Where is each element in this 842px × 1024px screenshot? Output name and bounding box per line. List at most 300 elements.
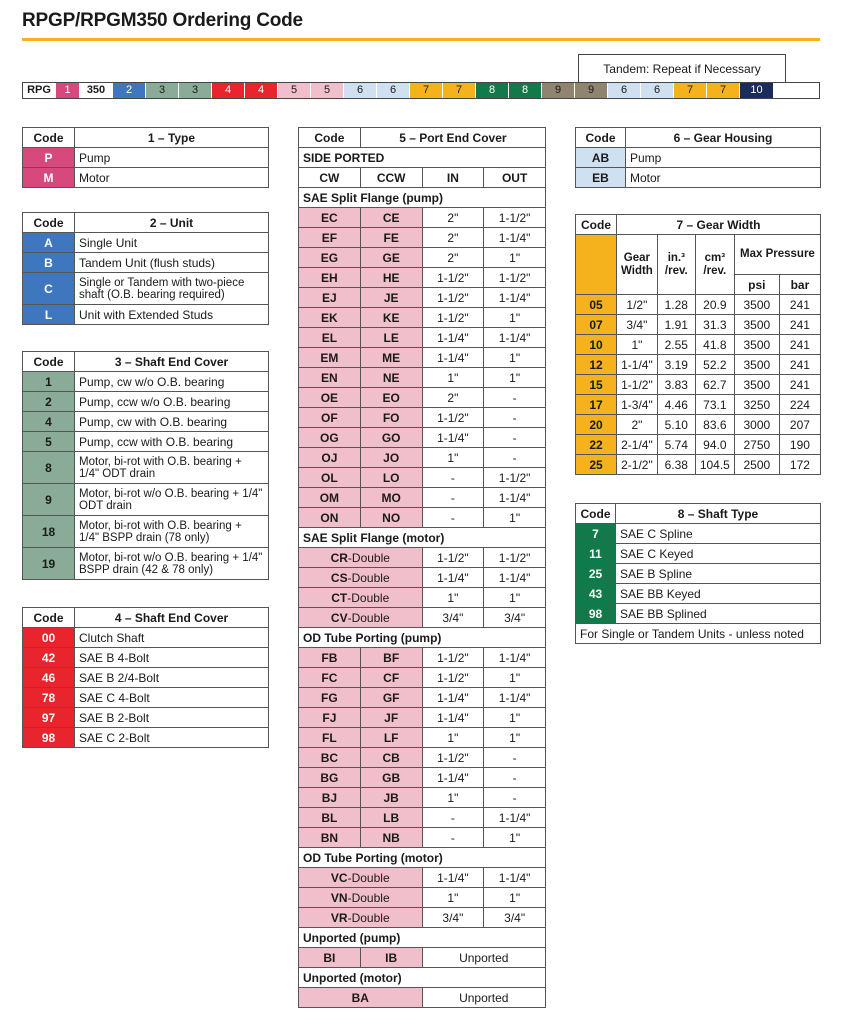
table-row xyxy=(299,508,546,528)
ccw-code-cell: ME xyxy=(360,348,422,368)
in-size-cell: - xyxy=(422,508,484,528)
cm3-cell: 20.9 xyxy=(695,295,734,315)
code-cell: 15 xyxy=(576,375,617,395)
bar-cell: 190 xyxy=(779,435,820,455)
gear-width-table xyxy=(575,214,821,475)
ccw-code-cell: CE xyxy=(360,208,422,228)
code-strip-segment: RPG xyxy=(23,83,56,98)
code-cell: 07 xyxy=(576,315,617,335)
table-row xyxy=(299,448,546,468)
out-size-cell: 1-1/2" xyxy=(484,268,546,288)
code-strip-segment: 7 xyxy=(443,83,476,98)
out-size-cell: 1" xyxy=(484,668,546,688)
gear-width-cell: 2" xyxy=(617,415,658,435)
table-row xyxy=(299,428,546,448)
ccw-code-cell: GO xyxy=(360,428,422,448)
desc-cell: Motor, bi-rot with O.B. bearing + 1/4" ODT drain xyxy=(75,452,269,484)
title-rule xyxy=(22,38,820,41)
code-cell: 46 xyxy=(23,668,75,688)
out-size-cell: 1" xyxy=(484,588,546,608)
gear-width-cell: 1" xyxy=(617,335,658,355)
in3-cell: 1.91 xyxy=(657,315,695,335)
ccw-code-cell: MO xyxy=(360,488,422,508)
code-cell: C xyxy=(23,273,75,305)
section-heading: Unported (motor) xyxy=(299,968,546,988)
table-row xyxy=(23,628,269,648)
in-size-cell: 1-1/2" xyxy=(422,668,484,688)
port-end-cover-table xyxy=(298,127,546,1008)
code-strip-segment: 6 xyxy=(377,83,410,98)
code-cell: 25 xyxy=(576,564,616,584)
out-size-cell: 1-1/4" xyxy=(484,568,546,588)
cw-code-cell: FJ xyxy=(299,708,361,728)
cw-code-cell: BC xyxy=(299,748,361,768)
cw-code-cell: BJ xyxy=(299,788,361,808)
desc-cell: Motor xyxy=(75,168,269,188)
col-header-out: OUT xyxy=(484,168,546,188)
gear-width-title: 7 – Gear Width xyxy=(617,215,821,235)
out-size-cell: 3/4" xyxy=(484,908,546,928)
cw-code-cell: EF xyxy=(299,228,361,248)
table-row xyxy=(299,548,546,568)
code-cell: 5 xyxy=(23,432,75,452)
psi-cell: 3500 xyxy=(734,295,779,315)
cw-code-cell: OM xyxy=(299,488,361,508)
double-code: CR xyxy=(330,550,348,565)
table-row xyxy=(299,588,546,608)
desc-cell: Motor, bi-rot w/o O.B. bearing + 1/4" ODT drain xyxy=(75,484,269,516)
ccw-code-cell: LE xyxy=(360,328,422,348)
tandem-note: Tandem: Repeat if Necessary xyxy=(578,54,786,82)
in-size-cell: 1" xyxy=(422,728,484,748)
code-cell: M xyxy=(23,168,75,188)
table-row xyxy=(23,253,269,273)
out-size-cell: - xyxy=(484,748,546,768)
in-size-cell: 1-1/4" xyxy=(422,428,484,448)
out-size-cell: 1" xyxy=(484,508,546,528)
table-row xyxy=(299,828,546,848)
table-row xyxy=(299,788,546,808)
table-row xyxy=(576,415,821,435)
code-strip-segment: 6 xyxy=(608,83,641,98)
desc-cell: Single or Tandem with two-piece shaft (O.B. bearing required) xyxy=(75,273,269,305)
desc-cell: SAE BB Splined xyxy=(616,604,821,624)
code-strip-segment: 3 xyxy=(179,83,212,98)
code-cell: 00 xyxy=(23,628,75,648)
psi-cell: 2750 xyxy=(734,435,779,455)
in-size-cell: 1-1/4" xyxy=(422,328,484,348)
table-row xyxy=(576,435,821,455)
unported-cell: Unported xyxy=(422,988,545,1008)
table-row xyxy=(576,295,821,315)
cw-code-cell: EK xyxy=(299,308,361,328)
code-cell: 4 xyxy=(23,412,75,432)
out-size-cell: - xyxy=(484,768,546,788)
in-size-cell: 1" xyxy=(422,448,484,468)
out-size-cell: 1-1/4" xyxy=(484,868,546,888)
table-row xyxy=(23,668,269,688)
section-heading: SAE Split Flange (motor) xyxy=(299,528,546,548)
in3-cell: 1.28 xyxy=(657,295,695,315)
gear-width-cell: 1-1/2" xyxy=(617,375,658,395)
out-size-cell: - xyxy=(484,448,546,468)
in-size-cell: 3/4" xyxy=(422,908,484,928)
desc-cell: SAE B 4-Bolt xyxy=(75,648,269,668)
ccw-code-cell: LO xyxy=(360,468,422,488)
table-row xyxy=(299,568,546,588)
cw-code-cell: BL xyxy=(299,808,361,828)
code-cell: 43 xyxy=(576,584,616,604)
table-row xyxy=(299,308,546,328)
col-header-in: IN xyxy=(422,168,484,188)
table-row xyxy=(576,395,821,415)
col-header-max-pressure: Max Pressure xyxy=(734,235,820,275)
table-row xyxy=(576,564,821,584)
table-row xyxy=(299,288,546,308)
ccw-code-cell: FO xyxy=(360,408,422,428)
ccw-code-cell: GB xyxy=(360,768,422,788)
col-header-gear-width: Gear Width xyxy=(617,235,658,295)
ccw-code-cell: GF xyxy=(360,688,422,708)
desc-cell: SAE C 4-Bolt xyxy=(75,688,269,708)
bar-cell: 241 xyxy=(779,355,820,375)
psi-cell: 3250 xyxy=(734,395,779,415)
cw-code-cell: EL xyxy=(299,328,361,348)
table-row xyxy=(299,608,546,628)
in3-cell: 3.83 xyxy=(657,375,695,395)
bar-cell: 241 xyxy=(779,315,820,335)
page-title: RPGP/RPGM350 Ordering Code xyxy=(22,10,303,31)
double-suffix: -Double xyxy=(347,870,390,885)
psi-cell: 3500 xyxy=(734,335,779,355)
cm3-cell: 41.8 xyxy=(695,335,734,355)
gear-housing-title: 6 – Gear Housing xyxy=(626,128,821,148)
table-row xyxy=(299,348,546,368)
table-row xyxy=(299,668,546,688)
in-size-cell: 3/4" xyxy=(422,608,484,628)
section-heading: SAE Split Flange (pump) xyxy=(299,188,546,208)
in3-cell: 2.55 xyxy=(657,335,695,355)
col-header-bar: bar xyxy=(779,275,820,295)
code-strip-segment: 10 xyxy=(740,83,773,98)
code-strip-segment: 5 xyxy=(278,83,311,98)
table-row xyxy=(299,328,546,348)
out-size-cell: 1-1/4" xyxy=(484,288,546,308)
desc-cell: Clutch Shaft xyxy=(75,628,269,648)
cm3-cell: 73.1 xyxy=(695,395,734,415)
out-size-cell: 1" xyxy=(484,368,546,388)
desc-cell: SAE B 2-Bolt xyxy=(75,708,269,728)
code-cell: P xyxy=(23,148,75,168)
psi-cell: 2500 xyxy=(734,455,779,475)
desc-cell: Pump, ccw w/o O.B. bearing xyxy=(75,392,269,412)
shaft-type-table xyxy=(575,503,821,644)
in-size-cell: 1-1/4" xyxy=(422,688,484,708)
gear-width-cell: 2-1/4" xyxy=(617,435,658,455)
table-row xyxy=(576,584,821,604)
cw-code-cell: EG xyxy=(299,248,361,268)
in-size-cell: 1" xyxy=(422,888,484,908)
cw-code-cell: FC xyxy=(299,668,361,688)
in-size-cell: 1-1/2" xyxy=(422,408,484,428)
cw-code-cell: BG xyxy=(299,768,361,788)
code-cell: 10 xyxy=(576,335,617,355)
psi-cell: 3500 xyxy=(734,355,779,375)
desc-cell: SAE B Spline xyxy=(616,564,821,584)
in-size-cell: - xyxy=(422,808,484,828)
code-cell: 8 xyxy=(23,452,75,484)
code-cell: 42 xyxy=(23,648,75,668)
code-cell: 98 xyxy=(576,604,616,624)
out-size-cell: - xyxy=(484,428,546,448)
in-size-cell: 1-1/2" xyxy=(422,268,484,288)
desc-cell: SAE B 2/4-Bolt xyxy=(75,668,269,688)
cm3-cell: 83.6 xyxy=(695,415,734,435)
table-row xyxy=(23,708,269,728)
col-header-cw: CW xyxy=(299,168,361,188)
double-code-cell xyxy=(299,908,423,928)
ccw-code-cell: GE xyxy=(360,248,422,268)
double-code-cell xyxy=(299,888,423,908)
code-cell: 7 xyxy=(576,524,616,544)
code-strip-segment: 6 xyxy=(344,83,377,98)
ccw-code-cell: JB xyxy=(360,788,422,808)
code-strip-segment: 4 xyxy=(212,83,245,98)
code-cell: 22 xyxy=(576,435,617,455)
double-code: CV xyxy=(330,610,348,625)
shaft-end-cover-table-3 xyxy=(22,351,269,580)
ccw-code-cell: EO xyxy=(360,388,422,408)
in-size-cell: 1" xyxy=(422,588,484,608)
out-size-cell: 1-1/4" xyxy=(484,688,546,708)
cw-code-cell: EJ xyxy=(299,288,361,308)
unported-cell: Unported xyxy=(422,948,545,968)
double-code: VC xyxy=(330,870,348,885)
col-header-code: Code xyxy=(23,608,75,628)
bar-cell: 241 xyxy=(779,335,820,355)
table-row xyxy=(299,408,546,428)
out-size-cell: 1-1/2" xyxy=(484,208,546,228)
in3-cell: 5.10 xyxy=(657,415,695,435)
in-size-cell: - xyxy=(422,828,484,848)
code-cell: 1 xyxy=(23,372,75,392)
desc-cell: Pump xyxy=(626,148,821,168)
double-suffix: -Double xyxy=(347,910,390,925)
out-size-cell: 1-1/4" xyxy=(484,328,546,348)
in-size-cell: 1" xyxy=(422,788,484,808)
double-suffix: -Double xyxy=(347,590,390,605)
psi-cell: 3000 xyxy=(734,415,779,435)
table-row xyxy=(299,488,546,508)
psi-cell: 3500 xyxy=(734,375,779,395)
double-code: VR xyxy=(330,910,348,925)
double-code-cell xyxy=(299,588,423,608)
col-header-code: Code xyxy=(576,128,626,148)
in3-cell: 5.74 xyxy=(657,435,695,455)
table-row xyxy=(299,948,546,968)
table-row xyxy=(299,768,546,788)
col-header-cm3: cm³ /rev. xyxy=(695,235,734,295)
code-column-fill xyxy=(576,235,617,295)
in-size-cell: 2" xyxy=(422,248,484,268)
out-size-cell: 1-1/4" xyxy=(484,228,546,248)
desc-cell: Motor xyxy=(626,168,821,188)
out-size-cell: 1" xyxy=(484,348,546,368)
bar-cell: 172 xyxy=(779,455,820,475)
desc-cell: Pump, cw w/o O.B. bearing xyxy=(75,372,269,392)
out-size-cell: 1-1/4" xyxy=(484,648,546,668)
ccw-code-cell: FE xyxy=(360,228,422,248)
double-suffix: -Double xyxy=(347,550,390,565)
code-strip-segment: 9 xyxy=(575,83,608,98)
table-row xyxy=(23,432,269,452)
unported-motor-code-cell: BA xyxy=(299,988,423,1008)
cw-code-cell: OF xyxy=(299,408,361,428)
desc-cell: Pump, cw with O.B. bearing xyxy=(75,412,269,432)
desc-cell: SAE BB Keyed xyxy=(616,584,821,604)
col-header-ccw: CCW xyxy=(360,168,422,188)
psi-cell: 3500 xyxy=(734,315,779,335)
type-table-title: 1 – Type xyxy=(75,128,269,148)
desc-cell: SAE C Spline xyxy=(616,524,821,544)
ccw-code-cell: NB xyxy=(360,828,422,848)
in3-cell: 6.38 xyxy=(657,455,695,475)
cw-code-cell: EH xyxy=(299,268,361,288)
out-size-cell: 1" xyxy=(484,728,546,748)
out-size-cell: 1-1/2" xyxy=(484,548,546,568)
cw-code-cell: BN xyxy=(299,828,361,848)
ccw-code-cell: JF xyxy=(360,708,422,728)
table-row xyxy=(23,233,269,253)
in3-cell: 4.46 xyxy=(657,395,695,415)
code-strip-segment: 4 xyxy=(245,83,278,98)
double-suffix: -Double xyxy=(347,890,390,905)
col-header-code: Code xyxy=(576,504,616,524)
desc-cell: SAE C Keyed xyxy=(616,544,821,564)
code-strip-segment: 7 xyxy=(707,83,740,98)
table-row xyxy=(299,208,546,228)
desc-cell: Pump, ccw with O.B. bearing xyxy=(75,432,269,452)
code-cell: 9 xyxy=(23,484,75,516)
table-row xyxy=(576,355,821,375)
out-size-cell: 1" xyxy=(484,708,546,728)
table-row xyxy=(299,868,546,888)
gear-width-cell: 1-3/4" xyxy=(617,395,658,415)
table-row xyxy=(576,544,821,564)
table-row xyxy=(23,452,269,484)
code-cell: EB xyxy=(576,168,626,188)
desc-cell: Tandem Unit (flush studs) xyxy=(75,253,269,273)
table-row xyxy=(23,305,269,325)
ccw-code-cell: LB xyxy=(360,808,422,828)
table-row xyxy=(576,168,821,188)
table-row xyxy=(23,648,269,668)
out-size-cell: 1-1/4" xyxy=(484,488,546,508)
cw-code-cell: EC xyxy=(299,208,361,228)
code-strip-segment: 8 xyxy=(509,83,542,98)
code-strip-segment: 9 xyxy=(542,83,575,98)
table-row xyxy=(23,412,269,432)
cw-code-cell: OE xyxy=(299,388,361,408)
table-row xyxy=(299,808,546,828)
ccw-code-cell: JO xyxy=(360,448,422,468)
in-size-cell: 1-1/4" xyxy=(422,568,484,588)
table-row xyxy=(576,455,821,475)
bar-cell: 207 xyxy=(779,415,820,435)
cw-code-cell: EM xyxy=(299,348,361,368)
table-row xyxy=(23,548,269,580)
table-row xyxy=(576,524,821,544)
table-row xyxy=(23,516,269,548)
code-strip-segment: 5 xyxy=(311,83,344,98)
table-row xyxy=(576,315,821,335)
double-code-cell xyxy=(299,868,423,888)
out-size-cell: 1" xyxy=(484,248,546,268)
table-row xyxy=(23,273,269,305)
code-cell: 25 xyxy=(576,455,617,475)
out-size-cell: - xyxy=(484,408,546,428)
gear-width-cell: 2-1/2" xyxy=(617,455,658,475)
table-row xyxy=(299,748,546,768)
code-cell: 12 xyxy=(576,355,617,375)
section-heading: OD Tube Porting (pump) xyxy=(299,628,546,648)
in-size-cell: 1-1/4" xyxy=(422,708,484,728)
code-strip-segment: 1 xyxy=(56,83,80,98)
shaft-type-title: 8 – Shaft Type xyxy=(616,504,821,524)
table-row xyxy=(23,392,269,412)
table-row xyxy=(576,148,821,168)
ccw-code-cell: KE xyxy=(360,308,422,328)
ccw-code-cell: NE xyxy=(360,368,422,388)
out-size-cell: - xyxy=(484,388,546,408)
desc-cell: Single Unit xyxy=(75,233,269,253)
code-cell: 19 xyxy=(23,548,75,580)
col-header-code: Code xyxy=(23,213,75,233)
table-row xyxy=(299,708,546,728)
code-cell: B xyxy=(23,253,75,273)
col-header-code: Code xyxy=(23,352,75,372)
desc-cell: Motor, bi-rot w/o O.B. bearing + 1/4" BSPP drain (42 & 78 only) xyxy=(75,548,269,580)
out-size-cell: 3/4" xyxy=(484,608,546,628)
ccw-code-cell: JE xyxy=(360,288,422,308)
cw-code-cell: BI xyxy=(299,948,361,968)
shaft-type-note: For Single or Tandem Units - unless noted xyxy=(576,624,821,644)
code-cell: L xyxy=(23,305,75,325)
shaft-end-cover-title: 3 – Shaft End Cover xyxy=(75,352,269,372)
in-size-cell: 1-1/2" xyxy=(422,648,484,668)
cm3-cell: 62.7 xyxy=(695,375,734,395)
cm3-cell: 94.0 xyxy=(695,435,734,455)
code-cell: 05 xyxy=(576,295,617,315)
code-strip-segment: 7 xyxy=(674,83,707,98)
table-row xyxy=(299,268,546,288)
table-row xyxy=(23,484,269,516)
table-row xyxy=(576,335,821,355)
double-suffix: -Double xyxy=(347,610,390,625)
unit-table xyxy=(22,212,269,325)
bar-cell: 224 xyxy=(779,395,820,415)
cw-code-cell: ON xyxy=(299,508,361,528)
cw-code-cell: OL xyxy=(299,468,361,488)
gear-housing-table xyxy=(575,127,821,188)
cw-code-cell: EN xyxy=(299,368,361,388)
out-size-cell: 1" xyxy=(484,828,546,848)
table-row xyxy=(576,624,821,644)
code-cell: 78 xyxy=(23,688,75,708)
port-end-cover-title: 5 – Port End Cover xyxy=(360,128,545,148)
unit-table-title: 2 – Unit xyxy=(75,213,269,233)
ccw-code-cell: LF xyxy=(360,728,422,748)
